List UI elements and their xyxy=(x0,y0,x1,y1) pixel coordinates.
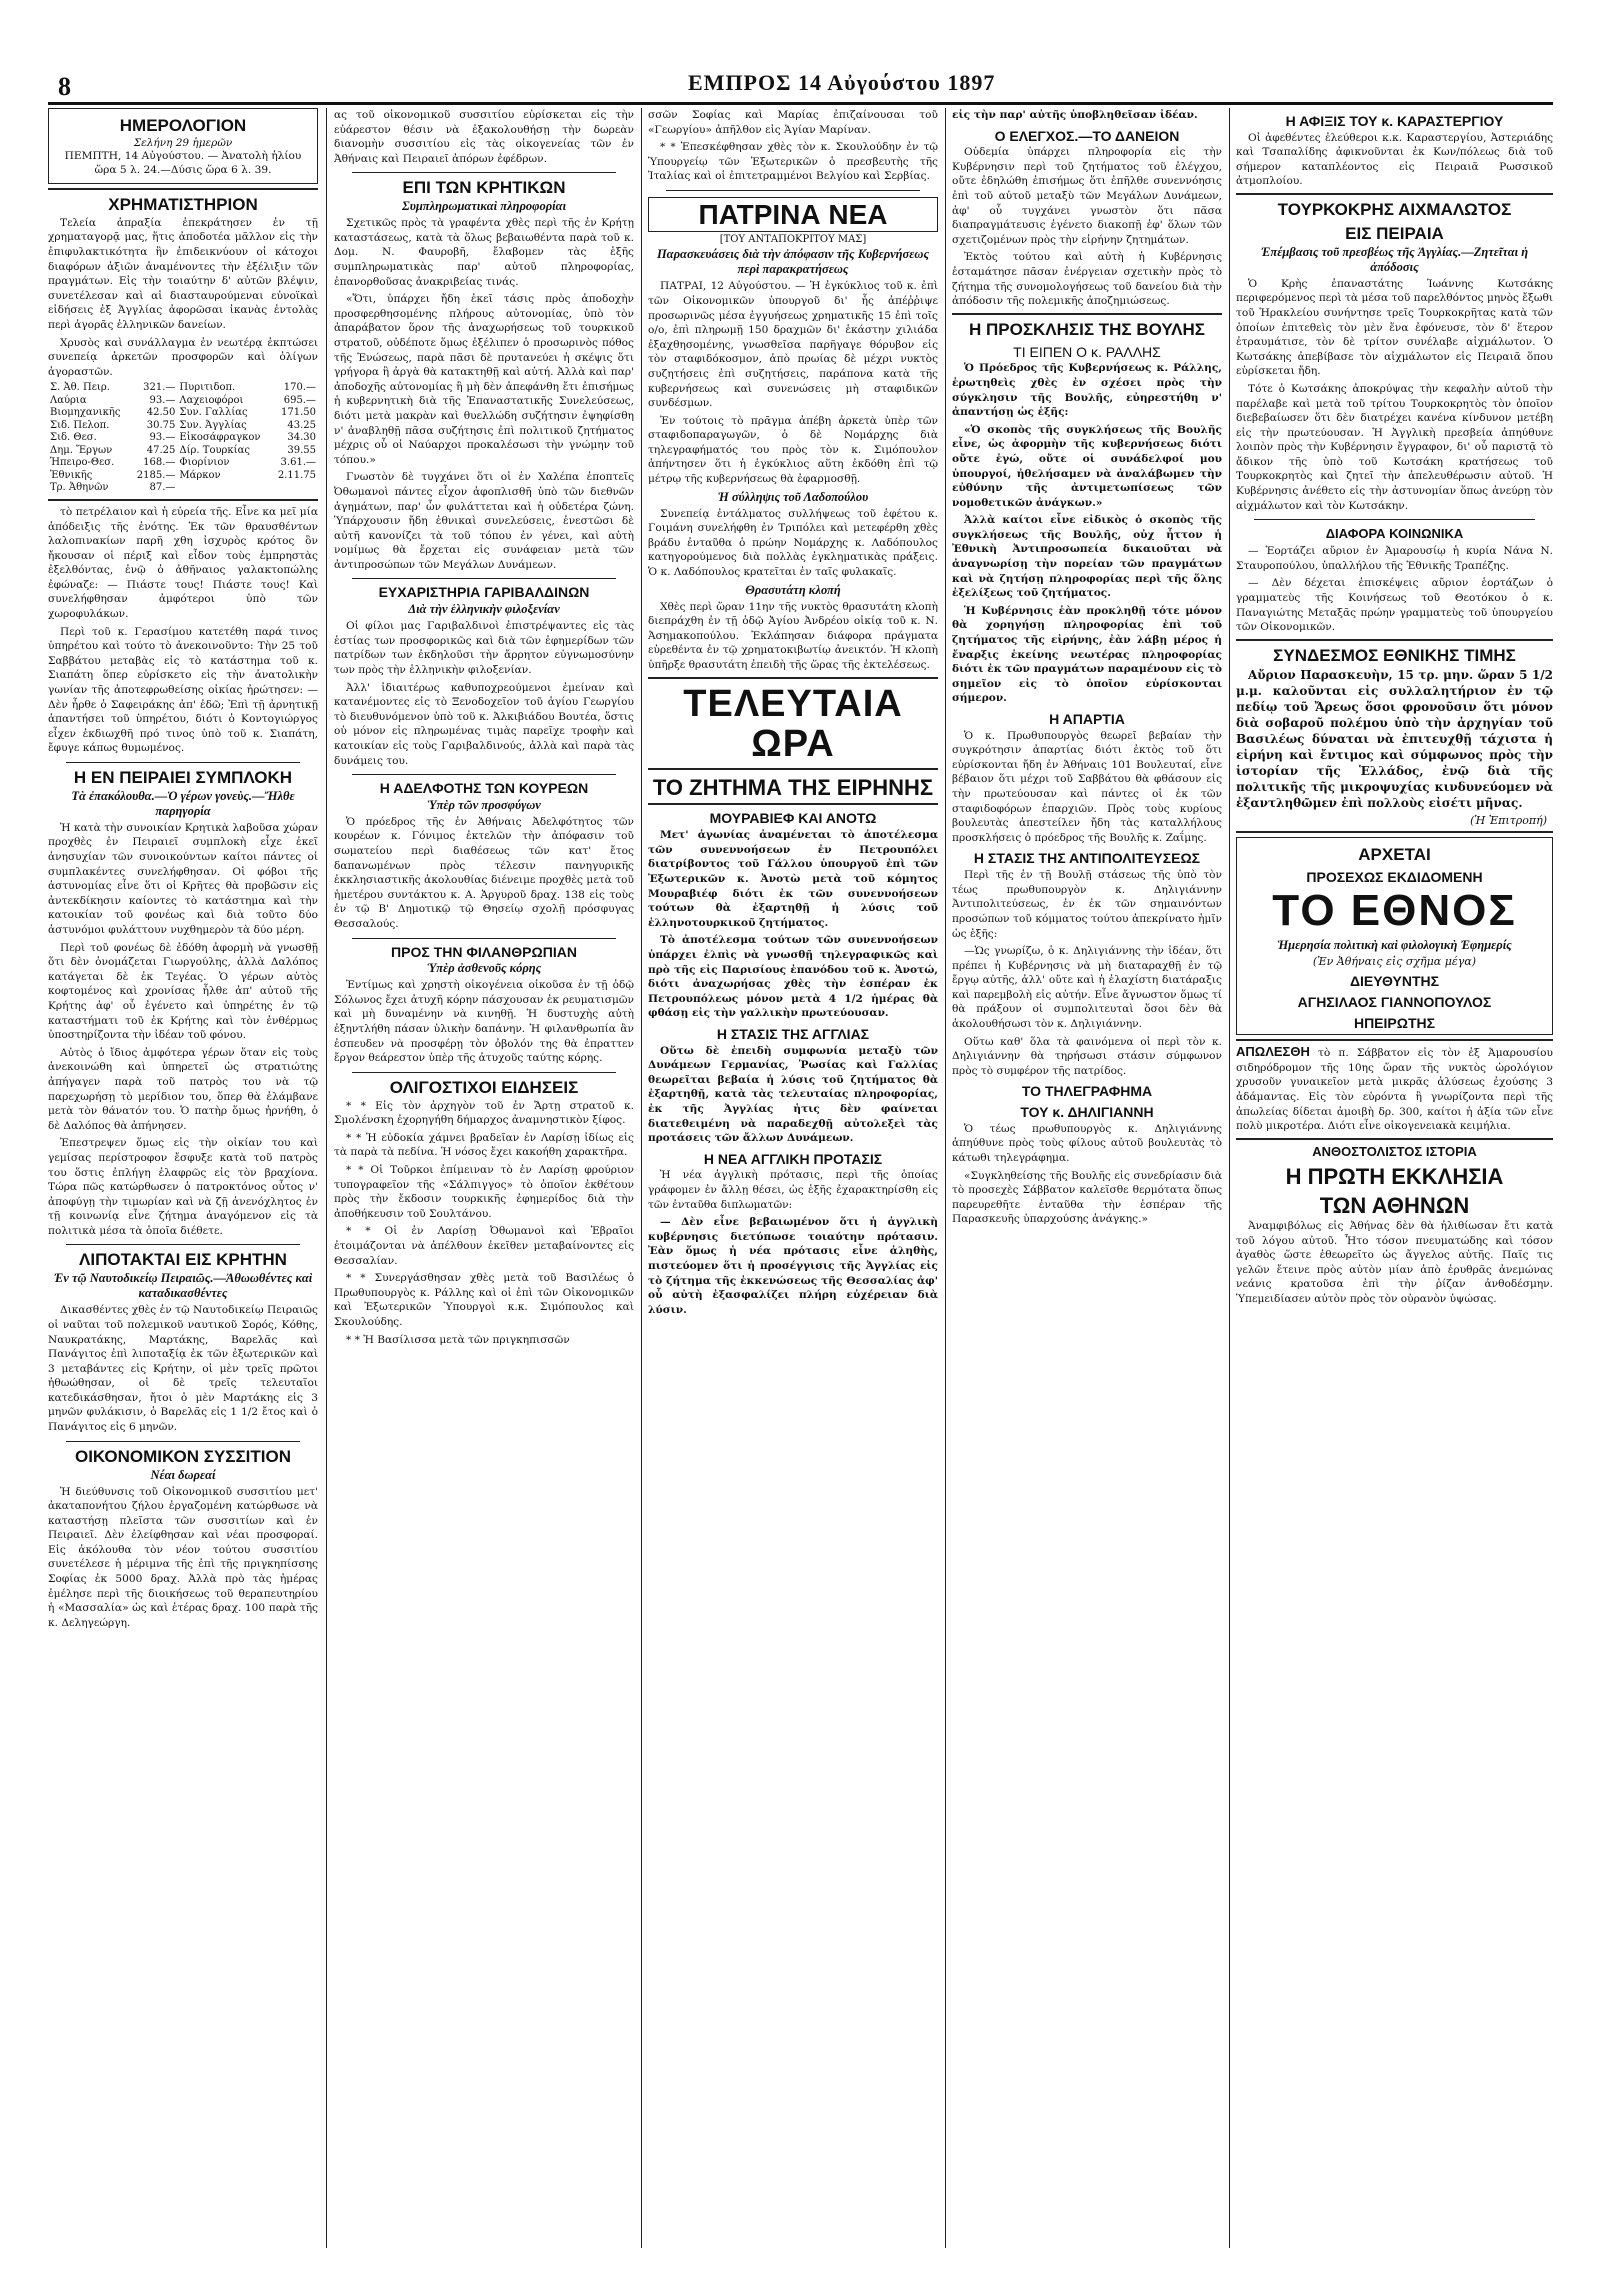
headline: Η ΝΕΑ ΑΓΓΛΙΚΗ ΠΡΟΤΑΣΙΣ xyxy=(703,1150,883,1167)
security-name: Δημ. Ἔργων xyxy=(50,444,113,456)
article-text: Ὁ Κρὴς ἐπαναστάτης Ἰωάννης Κωτσάκης περιφερόμενος περὶ τὰ μέσα τοῦ παρελθόντος μηνὸς ἔξωθι τοῦ Ἡρακλείου συνήντησε τρεῖς Τουρκοκρῆτας κατὰ τῶν ὁποίων ἐπιτεθεὶς τὸν μὲν ἕνα ἐφόνευσε, τὸν δ' ἕτερον ἐτραυμάτισε, τὸν δὲ τρίτον συνέλαβε αἰχμάλωτον. Ὁ Κωτσάκης ἀπεβίβασε τὸν αἰχμάλωτον εἰς Πειραιᾶ ὅπου εὑρίσκεται ἤδη. xyxy=(1236,277,1553,378)
lost-lead: ΑΠΩΛΕΣΘΗ xyxy=(1236,1044,1310,1060)
page-number: 8 xyxy=(58,72,71,101)
security-price: 3.61.— xyxy=(280,457,316,469)
divider xyxy=(648,803,938,805)
article-text: Ὁ κ. Πρωθυπουργὸς θεωρεῖ βεβαίαν τὴν συγκρότησιν ἀπαρτίας διότι ἐκτὸς τοῦ ὅτι εὑρίσκονται ἤδη ἐν Ἀθήναις 101 Βουλευταί, εἶνε βέβαιον ὅτι μέχρι τοῦ Σαββάτου θὰ φθάσουν εἰς τὴν πρωτεύουσαν καὶ πάντες οἱ ἐκ τῶν σταφιδοφόρων ἐπαρχιῶν. Πρὸς τοὺς κυρίους βουλευτὰς ἀπεστείλεν ἤδη τὰς καταλλήλους προσκλήσεις ὁ πρόεδρος τῆς Βουλῆς κ. Ζαΐμης. xyxy=(952,729,1222,844)
divider xyxy=(952,313,1222,315)
security-name: Μάρκον xyxy=(179,469,221,481)
headline: Η ΑΦΙΞΙΣ ΤΟΥ κ. ΚΑΡΑΣΤΕΡΓΙΟΥ xyxy=(1285,113,1504,129)
price-row xyxy=(48,470,318,483)
headline: ΕΙΣ ΠΕΙΡΑΙΑ xyxy=(1345,223,1444,243)
subheadline: Ἡ σύλληψις τοῦ Λαδοπούλου xyxy=(717,489,869,504)
divider xyxy=(1236,639,1553,641)
article-text: Ἀναμφιβόλως εἰς Ἀθήνας δὲν θὰ ἠλιθίωσαν ἔτι κατὰ τοῦ λόγου αὐτοῦ. Ἦτο τόσον πνευματώδης καὶ τόσον ἀγαθὸς ὥστε ἐθεωρεῖτο ὡς ἄγγελος αὐτῆς. Παῖς τις γελῶν ἔτεινε πρὸς αὐτὸν μίαν ἀπὸ ἐρυθρᾶς ἀνεμώνας νεάνις κρατοῦσα ἐπὶ τὴν ῥίζαν ἀνθοδέσμην. Ὑπεμειδίασεν αὐτὸν πρὸς τὸν οὐρανὸν ὑψώσας. xyxy=(1236,1220,1553,1305)
headline: ΤΟ ΤΗΛΕΓΡΑΦΗΜΑ xyxy=(1021,1083,1153,1100)
security-price: 93.— xyxy=(149,394,176,406)
headline: Η ΣΤΑΣΙΣ ΤΗΣ ΑΝΤΙΠΟΛΙΤΕΥΣΕΩΣ xyxy=(973,850,1201,867)
headline: ΟΛΙΓΟΣΤΙΧΟΙ ΕΙΔΗΣΕΙΣ xyxy=(389,1077,579,1097)
headline: ΔΙΑΦΟΡΑ ΚΟΙΝΩΝΙΚΑ xyxy=(1325,526,1464,542)
security-price: 42.50 xyxy=(146,407,176,419)
market-title: ΧΡΗΜΑΤΙΣΤΗΡΙΟΝ xyxy=(108,195,258,215)
subheadline: Ὑπὲρ τῶν προσφύγων xyxy=(427,797,541,812)
brief-item: * * Συνεργάσθησαν χθὲς μετὰ τοῦ Βασιλέως ὁ Πρωθυπουργὸς κ. Ράλλης καὶ οἱ ἐπὶ τῶν Οἰκονομικῶν καὶ Ἐξωτερικῶν Ὑπουργοὶ κ.κ. Σιμόπουλος καὶ Σκουλούδης. xyxy=(334,1272,634,1328)
headline: ΛΙΠΟΤΑΚΤΑΙ ΕΙΣ ΚΡΗΤΗΝ xyxy=(79,1250,287,1270)
article-text: Οἱ ἀφεθέντες ἐλεύθεροι κ.κ. Καραστεργίου, Ἀστεριάδης καὶ Τσαπαλίδης ἀφικνοῦνται ἐκ Κων/πόλεως διὰ τοῦ σήμερον καταπλέοντος εἰς Πειραιᾶ Ρωσσικοῦ ἀτμοπλοίου. xyxy=(1236,131,1553,188)
headline: ΕΥΧΑΡΙΣΤΗΡΙΑ ΓΑΡΙΒΑΛΔΙΝΩΝ xyxy=(378,584,590,601)
article-text: Περὶ τῆς ἐν τῇ Βουλῇ στάσεως τῆς ὑπὸ τὸν τέως πρωθυπουργὸν κ. Δηλιγιάννην Ἀντιπολιτεύσεως, ἐν ἐκ τῶν σημαινόντων προσώπων τοῦ κόμματος τούτου ἀπεκρίνατο ἡμῖν ὡς ἑξῆς: xyxy=(952,869,1222,940)
article-text: Οὐδεμία ὑπάρχει πληροφορία εἰς τὴν Κυβέρνησιν περὶ τοῦ ζητήματος τοῦ ἐλέγχου, οὔτε ἐδηλώθη ἐπισήμως ὅτι ἐπῆλθε συνεννόησις ἐπὶ τοῦ αὐτοῦ μεταξὺ τῶν Μεγάλων Δυνάμεων, ἀφ' οὗ τυγχάνει γνωστὸν ὅτι πᾶσα διαπραγμάτευσις ἐγένετο διακοπῇ ἐφ' ὅλων τῶν σχετιζομένων πρὸς τὴν εἰρήνην ζητημάτων. xyxy=(952,146,1222,246)
headline: ΣΥΝΔΕΣΜΟΣ ΕΘΝΙΚΗΣ ΤΙΜΗΣ xyxy=(1273,645,1516,665)
security-name: Σιδ. Πελοπ. xyxy=(50,419,110,431)
column-1 xyxy=(48,108,318,2248)
masthead: ΕΜΠΡΟΣ 14 Αὐγούστου 1897 xyxy=(688,70,996,95)
ad-line: ΠΡΟΣΕΧΩΣ ΕΚΔΙΔΟΜΕΝΗ xyxy=(1306,868,1483,885)
column-2 xyxy=(334,108,634,2248)
divider xyxy=(1236,193,1553,195)
brief-item: * * Οἱ Τοῦρκοι ἐπίμειναν τὸ ἐν Λαρίσῃ φρούριον τυπογραφεῖον τῆς «Σάλπιγγος» τὸ ὁποῖον ἐκθέτουν πρὸς τὴν ἔκδοσιν τουρκικῆς ἐφημερίδος διὰ τὴν ἀποθήκευσιν τοῦ Σουλτάνου. xyxy=(334,1164,634,1220)
security-price: 168.— xyxy=(143,457,176,469)
subheadline: ΤΙ ΕΙΠΕΝ Ο κ. ΡΑΛΛΗΣ xyxy=(1013,343,1161,360)
lost-notice xyxy=(1236,1045,1553,1134)
divider xyxy=(352,1072,616,1073)
article-text: Ἡ διεύθυνσις τοῦ Οἰκονομικοῦ συσσιτίου μετ' ἀκαταπονήτου ζήλου ἐργαζομένη κατώρθωσε νὰ καταστήσῃ πλεῖστα τῶν συσσιτίων καὶ ἐν Πειραιεῖ. Δὲν ἐλείφθησαν καὶ νέαι προσφοραί. Εἰς ἀκόλουθα τὸν νέον τούτου συσσιτίου συνετέλεσε ἡ μέριμνα τῆς ἐπὶ τῆς πριγκηπίσσης Σοφίας ἐκ 5000 δραχ. Ἀλλὰ πρὸ τὰς ἡμέρας ἐμέλησε περὶ τῆς διοικήσεως τοῦ θεραπευτηρίου ἡ «Μασσαλία» ὡς καὶ ἑτέρας δραχ. 100 παρὰ τῆς κ. Δεληγεώργη. xyxy=(48,1485,318,1629)
column-4 xyxy=(952,108,1222,2248)
article-text: Τὸ ἀποτέλεσμα τούτων τῶν συνεννοήσεων ὑπάρχει ἐλπὶς νὰ γνωσθῇ τηλεγραφικῶς καὶ πρὸ τῆς εἰς Παρισίους ἐπανόδου τοῦ κ. Ἀνοτώ, διότι ἀναχωρήσας χθὲς τὴν ἑσπέραν ἐκ Πετρουπόλεως μόνον μετὰ 4 1/2 ἡμέρας θὰ φθάσῃ εἰς τὴν γαλλικὴν πρωτεύουσαν. xyxy=(648,934,938,1020)
divider xyxy=(352,774,616,775)
divider xyxy=(666,190,920,191)
security-name: Λαύρια xyxy=(50,394,87,406)
article-text: τὸ πετρέλαιον καὶ ἡ εὐρεία τῆς. Εἶνε κα μεῖ μία ἀπόδειξις τῆς ἑνότης. Ἐκ τῶν θραυσθέντων λαλοπινακίων παρῆ χθη ἰσχυρὸς κρότος ὃν ἤκουσαν οἱ πέριξ καὶ εἶδον τοὺς ἐμπρηστὰς ἐξελθόντας, ἐνῷ ὁ ἀθῆναιος γαλακτοπώλης ἐφώναζε: — Πιάστε τους! Πιάστε τους! Καὶ συνελήφθησαν ἀμφότεροι ὑπὸ τῶν χωροφυλάκων. xyxy=(48,505,318,621)
moon-phase: Σελήνη 29 ἡμερῶν xyxy=(133,136,233,149)
headline: Η ΠΡΟΣΚΛΗΣΙΣ ΤΗΣ ΒΟΥΛΗΣ xyxy=(968,319,1205,339)
ad-line: ΔΙΕΥΘΥΝΤΗΣ xyxy=(1349,973,1440,990)
divider xyxy=(66,1244,300,1245)
article-text: Ἐν τούτοις τὸ πρᾶγμα ἀπέβη ἀρκετὰ ὑπὲρ τῶν σταφιδοπαραγωγῶν, ὁ δὲ Νομάρχης διὰ τηλεγραφήματός του πρὸς τὸν κ. Σιμόπουλον ἀπήντησεν ὅτι ἡ ἐγκύκλιος αὕτη ἐκδόθη ἐπὶ τῷ μέτρῳ τῆς κυβερνήσεως θὰ ἐφαρμοσθῇ. xyxy=(648,414,938,486)
headline: ΤΟΥΡΚΟΚΡΗΣ ΑΙΧΜΑΛΩΤΟΣ xyxy=(1277,200,1512,220)
security-name: Σιδ. Θεσ. xyxy=(50,432,97,444)
security-name: Τρ. Ἀθηνῶν xyxy=(50,482,109,494)
price-row xyxy=(48,420,318,433)
article-text: Αὐτὸς ὁ ἴδιος ἀμφότερα γέρων ὅταν εἰς τοὺς ἀνεκοινώθη καὶ ὑπηρετεῖ ὡς στρατιώτης ἀπήγαγεν παρὰ τοῦ πατρὸς του νὰ τῷ παρεχωρήσῃ τὸ μερίδιον του, ὅπερ θὰ ἐλάμβανε μετὰ τὸν θάνατόν του. Ὁ πατὴρ ὅμως ἠρνήθη, ὁ δὲ Δαλόπος θὰ ἀπήνησεν. xyxy=(48,1046,318,1132)
security-name: Ἐθνικῆς xyxy=(50,469,93,481)
calendar-box xyxy=(48,108,318,184)
divider xyxy=(352,172,616,173)
security-price: 39.55 xyxy=(287,444,316,456)
divider xyxy=(1236,1039,1553,1041)
article-text: — Ἑορτάζει αὔριον ἐν Ἀμαρουσίῳ ἡ κυρία Νάνα Ν. Σταυροπούλου, ὑπαλλήλου τῆς Ἐθνικῆς Τραπέζης. xyxy=(1236,545,1553,572)
security-price: 321.— xyxy=(143,382,176,394)
divider xyxy=(48,188,318,190)
headline: ΠΡΟΣ ΤΗΝ ΦΙΛΑΝΘΡΩΠΙΑΝ xyxy=(391,943,577,960)
article-text: Ἀλλὰ καίτοι εἶνε εἰδικὸς ὁ σκοπὸς τῆς συγκλήσεως τῆς Βουλῆς, οὐχ ἧττον ἡ Ἐθνικὴ Ἀντιπροσωπεία δικαιοῦται νὰ ἀναγνωρίσῃ τὴν πορείαν τῶν πραγμάτων καὶ νὰ ζητήσῃ πληροφορίας περὶ τῆς ὅλης ἐξελίξεως τοῦ ζητήματος. xyxy=(952,514,1222,600)
headline: Η ΑΔΕΛΦΟΤΗΣ ΤΩΝ ΚΟΥΡΕΩΝ xyxy=(379,780,589,797)
security-price: 171.50 xyxy=(281,407,316,419)
article-text: — Δὲν δέχεται ἐπισκέψεις αὔριον ἑορτάζων ὁ γραμματεὺς τῆς Κοινήσεως τοῦ Θεοτόκου ὁ κ. Παναγιώτης Μεταξᾶς πρώην γραμματεὺς τοῦ ὑπουργείου τῶν Οἰκονομικῶν. xyxy=(1236,577,1553,634)
security-price: 2.11.75 xyxy=(277,469,316,481)
column-rule xyxy=(641,108,642,2248)
article-text: Γνωστὸν δὲ τυγχάνει ὅτι οἱ ἐν Χαλέπα ἐποπτεῖς Ὀθωμανοὶ πάντες εἶχον ἀφοπλισθῆ ὑπὸ τῶν διεθνῶν ἀγημάτων, παρ' ὧν φυλάττεται καὶ ἡ οὐδετέρα ζώνη. Ὑπάρχουσιν ἤδη ἐθνικαὶ συνελεύσεις, ἐνεστῶσι δὲ αὐτῆ κανονίζει τὰ τοῦ τόπου ἐν γένει, καὶ αὐτὴ νομίμως θὰ ἔρχεται εἰς συνάφειαν μετὰ τῶν ἀντιπροσώπων τῶν Μεγάλων Δυνάμεων. xyxy=(334,471,634,571)
column-5 xyxy=(1236,108,1553,2248)
brief-item: * * Ἡ εὐδοκία χάμνει βραδεῖαν ἐν Λαρίσῃ ἰδίως εἰς τὰ παρὰ τὰ πεδίνα. Ἡ νόσος ἔχει κακοήθη χαρακτῆρα. xyxy=(334,1131,634,1159)
article-text: Ἡ νέα ἀγγλικὴ πρότασις, περὶ τῆς ὁποίας γράφομεν ἐν ἄλλῃ θέσει, ὡς ἑξῆς ἐχαρακτηρίσθη εἰς τῶν ἐνταῦθα διπλωματῶν: xyxy=(648,1169,938,1211)
divider xyxy=(352,578,616,579)
security-name: Ἠπειρο-Θεσ. xyxy=(50,457,115,469)
divider xyxy=(66,762,300,763)
ad-title: ΤΟ ΕΘΝΟΣ xyxy=(1272,886,1517,936)
security-name: Φιορίνιον xyxy=(179,457,230,469)
headline: Η ΣΤΑΣΙΣ ΤΗΣ ΑΓΓΛΙΑΣ xyxy=(716,1025,870,1042)
security-price: 34.30 xyxy=(287,432,316,444)
article-text: Ἐντίμως καὶ χρηστὴ οἰκογένεια οἰκοῦσα ἐν τῇ ὁδῷ Σόλωνος ἔχει ἀτυχῆ κόρην πάσχουσαν ἐκ ρευματισμῶν καὶ μὴ δυναμένην νὰ κινηθῇ. Ἡ δυστυχὴς αὐτὴ ἐξηντλήθη πάσαν ὑλικὴν δαπάνην. Ἡ φιλανθρωπία ἂν ἐσπευδεν νὰ προσφέρῃ τὸν ὀβολόν της θὰ ἐπραττεν ἔργον θεάρεστον ὑπὲρ τῆς ἀτυχοῦς ταύτης κόρης. xyxy=(334,979,634,1065)
headline-big: ΤΕΛΕΥΤΑΙΑ ΩΡΑ xyxy=(683,682,903,765)
article-text: —Ὡς γνωρίζω, ὁ κ. Δηλιγιάννης τὴν ἰδέαν, ὅτι πρέπει ἡ Κυβέρνησις νὰ μὴ διαταραχθῇ ἐν τῷ ἔργῳ αὐτῆς, ἀλλ' οὔτε καὶ ἡ ἐλαχίστη διατάραξις καὶ παρεμβολὴ εἰς αὐτήν. Εἶνε ἄγνωστον ὅμως τί θὰ πράξουν οἱ συμπολιτευταὶ ὅσοι δὲν θὰ ἀκολουθήσωσι τὸν κ. Δηλιγιάννην. xyxy=(952,945,1222,1031)
subheadline: Παρασκευάσεις διὰ τὴν ἀπόφασιν τῆς Κυβερνήσεως περὶ παρακρατήσεως xyxy=(656,247,930,277)
security-price: 30.75 xyxy=(146,419,176,431)
subheadline: Διὰ τὴν ἑλληνικὴν φιλοξενίαν xyxy=(408,602,560,617)
divider xyxy=(48,499,318,501)
signature: (Ἡ Ἐπιτροπή) xyxy=(1470,813,1547,827)
security-name: Συν. Γαλλίας xyxy=(179,407,248,419)
page-header xyxy=(48,68,1553,105)
price-row xyxy=(48,457,318,470)
subheadline: ΜΟΥΡΑΒΙΕΦ ΚΑΙ ΑΝΟΤΩ xyxy=(709,810,877,827)
headline: ΤΩΝ ΑΘΗΝΩΝ xyxy=(1319,1192,1470,1218)
subheadline: Ὑπὲρ ἀσθενοῦς κόρης xyxy=(426,961,542,976)
lost-text: τὸ π. Σάββατον εἰς τὸν ἐξ Ἀμαρουσίου σιδηρόδρομον τῆς 10ης ὥραν τῆς νυκτὸς ὡρολόγιον χρυσοῦν γυναικεῖον μετὰ μικρᾶς ἁλύσεως ἐχούσης 3 ἀδάμαντας. Εἰς τὸν εὑρόντα ἢ γνωρίζοντα περὶ τῆς ἀπωλείας δίδεται ἀμοιβὴ δρ. 300, καίτοι ἡ ἀξία τῶν εἶνε πολὺ μικροτέρα. Διότι εἶνε οἰκογενειακὰ κειμήλια. xyxy=(1236,1047,1553,1133)
column-rule xyxy=(326,108,327,2248)
subheadline: Συμπληρωματικαὶ πληροφορίαι xyxy=(401,199,567,214)
headline: Η ΑΠΑΡΤΙΑ xyxy=(1049,711,1125,727)
article-text: ΠΑΤΡΑΙ, 12 Αὐγούστου. — Ἡ ἐγκύκλιος τοῦ κ. ἐπὶ τῶν Οἰκονομικῶν ὑπουργοῦ δι' ἧς ἀπέῤῥιψε προσωρινῶς μέσα ἐγγυήσεως χρηματικῆς 15 ἐπὶ τοῖς ο/ο, ἐπὶ πληρωμῇ 150 δραχμῶν δι' ἑκάστην χιλιάδα ἐξαχθησομένης, γνωσθεῖσα παρῆγαγε θόρυβον εἰς τὸν σταφιδόκοσμον, ἀπὸ πρωίας δὲ μέχρι νυκτὸς συζητήσεις ἐπὶ συζητήσεις, παράπονα κατὰ τῆς κυβερνήσεως καὶ συνενώσεις μὴ σταφιδικῶν συνδέσμων. xyxy=(648,280,938,410)
article-text: Ὁ τέως πρωθυπουργὸς κ. Δηλιγιάννης ἀπηύθυνε πρὸς τοὺς φίλους αὐτοῦ βουλευτὰς τὸ κάτωθι τηλεγράφημα. xyxy=(952,1122,1222,1164)
divider xyxy=(1236,831,1553,833)
price-row xyxy=(48,482,318,495)
article-text: Ἐπεστρεψεν ὅμως εἰς τὴν οἰκίαν του καὶ γεμίσας περίστροφον ἔσφυξε κατὰ τοῦ πατρὸς του ὅστις ἐπλήγη ἐλαφρῶς εἰς τὸν βραχίονα. Τώρα πῶς κατώρθωσεν ὁ πατροκτόνος οὗτος ν' ἀποφύγῃ τὴν τιμωρίαν καὶ νὰ ζῇ ἀνενόχλητος ἐν τῇ κοινωνίᾳ εἶνε ζήτημα ἀναγόμενον εἰς τὰ πολιτικὰ μέσα τὰ ὁποῖα διέθετε. xyxy=(48,1137,318,1237)
article-text: Ἀλλ' ἰδιαιτέρως καθυποχρεούμενοι ἐμείναν καὶ κατανέμοντες εἰς τὸ Ξενοδοχεῖον τοῦ ἁγίου Γεωργίου τὸ διευθυνόμενον ὑπὸ τοῦ κ. Ἀλκιβιάδου Βουτέα, ὅστις οὐ μόνον εἰς πληρωμένας τιμὰς παρεῖχε τροφὴν καὶ κατοικίαν εἰς τοὺς Γαριβαλδινούς, ἀλλὰ καὶ παρὰ τὰς δυνάμεις του. xyxy=(334,681,634,767)
article-text: Ἡ Κυβέρνησις ἐὰν προκληθῇ τότε μόνον θὰ χορηγήσῃ πληροφορίας ἐπὶ τοῦ ζητήματος τῆς εἰρήνης, ἐὰν λάβῃ μέρος ἡ ἔναρξις ἐκείνης νεωτέρας πληροφορίας διότι ἐκ τῶν πραγμάτων παραμένουν εἰς τὸ σημεῖον εἰς τὸ ὁποῖον εὑρίσκονται σήμερον. xyxy=(952,604,1222,705)
article-text: ας τοῦ οἰκονομικοῦ συσσιτίου εὑρίσκεται εἰς τὴν εὐάρεστον θέσιν νὰ ἐξακολουθήσῃ τὴν δωρεὰν διανομὴν συσσιτίου εἰς τὰς οἰκογενείας τῶν ἐν Ἀθήναις καὶ Πειραιεῖ ἀπόρων ἐφέδρων. xyxy=(334,109,634,165)
headline: ΤΟ ΖΗΤΗΜΑ ΤΗΣ ΕΙΡΗΝΗΣ xyxy=(652,775,934,801)
headline: Η ΕΝ ΠΕΙΡΑΙΕΙ ΣΥΜΠΛΟΚΗ xyxy=(73,768,293,787)
article-text: Ὁ πρόεδρος τῆς ἐν Ἀθήναις Ἀδελφότητος τῶν κουρέων κ. Γόνιμος ἐκτελῶν τὴν ἀπόφασιν τοῦ σωματείου περὶ διαθέσεως τῶν κατ' ἔτος δαπανωμένων πρὸς τέλεσιν πανηγυρικῆς ἐκκλησιαστικῆς ἀκολουθίας διένειμε προχθὲς μετὰ τοῦ ἡμετέρου συντάκτου κ. Α. Ἀργυροῦ δραχ. 138 εἰς τοὺς ἐν τῷ Β' Δημοτικῷ τῷ Θησείῳ σχολῇ πρόσφυγας Θεσσαλούς. xyxy=(334,815,634,930)
article-text: Συνεπείᾳ ἐντάλματος συλλήψεως τοῦ ἐφέτου κ. Γοιμάνη συνελήφθη ἐν Τριπόλει καὶ μετεφέρθη χθὲς βράδυ ἐνταῦθα ὁ πρώην Νομάρχης κ. Λαδόπουλος κατηγορούμενος διὰ πολλὰς ἐγκληματικὰς πράξεις. Ὁ κ. Λαδόπουλος κρατεῖται ἐν ταῖς φυλακαῖς. xyxy=(648,507,938,579)
column-3 xyxy=(648,108,938,2248)
market-text: Τελεία ἀπραξία ἐπεκράτησεν ἐν τῇ χρηματαγορᾷ μας, ἥτις ἀποδοτέα μᾶλλον εἰς τὴν ἐπιφυλακτικότητα ἣν ἐπιδεικνύουν οἱ κάτοχοι διαφόρων ἀξιῶν ἀναμένοντες τὴν ἐξέλιξιν τῶν πραγμάτων. Εἰς τὴν τοιαύτην δ' αὐτῶν βλέψιν, συνετέλεσαν καὶ αἱ διασταυρούμεναι εὐνοϊκαὶ εἰδήσεις ἐξ Ἀγγλίας ἀφορῶσαι ἱκανὰς ἐντολὰς περὶ ἀγορᾶς ἑλληνικῶν δανείων. xyxy=(48,216,318,332)
article-text: Οὕτω δὲ ἐπειδὴ συμφωνία μεταξὺ τῶν Δυνάμεων Γερμανίας, Ῥωσίας καὶ Γαλλίας θεωρεῖται βεβαία ἡ λύσις τοῦ ζητήματος θὰ ἐξαρτηθῇ, κατὰ τὰς τελευταίας πληροφορίας, ἐκ τῆς Ἀγγλίας ἡτις δὲν φαίνεται διατεθειμένη νὰ παραδεχθῇ αὐτολεξεὶ τὰς προτάσεις τῶν ἄλλων Δυνάμεων. xyxy=(648,1044,938,1145)
article-text: Αὔριον Παρασκευὴν, 15 τρ. μην. ὥραν 5 1/2 μ.μ. καλοῦνται εἰς συλλαλητήριον ἐν τῷ πεδίῳ τοῦ Ἄρεως ὅσοι φρονοῦσιν ὅτι μόνον διὰ σοβαροῦ πολέμου ὑπὸ τὴν ἀρχηγίαν τοῦ Βασιλέως δύναται νὰ ἐπιτευχθῇ τάχιστα ἡ εἰρήνη καὶ ἔντιμος καὶ σύμφωνος πρὸς τὴν ἱστορίαν τῆς Ἑλλάδος, ἐνῷ διὰ τῆς πολιτικῆς τῆς μικροψυχίας κινδυνεύομεν νὰ ἐξαντληθῶμεν ἐπὶ πολλοὺς εἰσέτι μῆνας. xyxy=(1236,667,1553,810)
article-text: Ὁ Πρόεδρος τῆς Κυβερνήσεως κ. Ράλλης, ἐρωτηθεὶς χθὲς ἐν σχέσει πρὸς τὴν σύγκλησιν τῆς Βουλῆς, εὐηρεστήθη ν' ἀπαντήσῃ ὡς ἑξῆς: xyxy=(952,362,1222,419)
byline: [ΤΟΥ ΑΝΤΑΠΟΚΡΙΤΟΥ ΜΑΣ] xyxy=(719,234,867,246)
ethnos-ad xyxy=(1236,837,1553,1036)
divider xyxy=(648,768,938,770)
kicker: ΑΝΘΟΣΤΟΛΙΣΤΟΣ ΙΣΤΟΡΙΑ xyxy=(1312,1143,1477,1159)
article-text: Ἐκτὸς τούτου καὶ αὐτὴ ἡ Κυβέρνησις ἐσταμάτησε πᾶσαν ἐνέργειαν σχετικὴν πρὸς τὸ ζήτημα τῆς συνομολογήσεως τοῦ δανείου διὰ τὴν ἀπόδοσιν τῆς πολεμικῆς ἀποζημιώσεως. xyxy=(952,251,1222,308)
ad-line: ΗΠΕΙΡΩΤΗΣ xyxy=(1353,1014,1436,1031)
brief-item: * * Ἡ Βασίλισσα μετὰ τῶν πριγκηπισσῶν xyxy=(346,1333,570,1346)
divider xyxy=(352,938,616,939)
security-price: 43.25 xyxy=(287,419,316,431)
divider xyxy=(66,1441,300,1442)
price-row xyxy=(48,407,318,420)
security-price: 47.25 xyxy=(146,444,176,456)
security-name: Συν. Ἀγγλίας xyxy=(179,419,247,431)
brief-item: * * Εἰς τὸν ἀρχηγὸν τοῦ ἐν Ἄρτῃ στρατοῦ κ. Σμολένσκη ἐχορηγήθη δήμαρχος ἀναμνηστικὸν ξίφος. xyxy=(334,1099,634,1127)
article-text: εἰς τὴν παρ' αὐτῆς ὑποβληθεῖσαν ἰδέαν. xyxy=(952,109,1198,121)
divider xyxy=(648,677,938,679)
article-text: Δικασθέντες χθὲς ἐν τῷ Ναυτοδικείῳ Πειραιῶς οἱ ναῦται τοῦ πολεμικοῦ ναυτικοῦ Σορός, Κόθης, Ναυκρατάκης, Μαρτάκης, Βαρελᾶς καὶ Πανάγιτος ἐπὶ λιποταξίᾳ ἐκ τῶν ἐξωτερικῶν καὶ 3 μεταβάντες εἰς Κρήτην, οἱ μὲν τρεῖς πρῶτοι ἠθωώθησαν, οἱ δὲ τρεῖς τελευταῖοι κατεδικάσθησαν, ἤτοι ὁ μὲν Μαρτάκης εἰς 3 μηνῶν φυλάκισιν, ὁ Βαρελᾶς εἰς 1 1/2 ἔτος καὶ ὁ Πανάγιτος εἰς 6 μηνῶν. xyxy=(48,1304,318,1434)
security-name: Πυριτιδοπ. xyxy=(179,382,236,394)
security-name: Βιομηχανικῆς xyxy=(50,407,121,419)
article-text: Περὶ τοῦ φονέως δὲ ἐδόθη ἀφορμὴ νὰ γνωσθῇ ὅτι δὲν ὀνομάζεται Γιωργούλης, ἀλλὰ Δαλόπος κατάγεται δὲ ἐκ Τεγέας. Ὁ γέρων αὐτὸς κοφτομένος καὶ χρονίσας ἦλθε ἀπ' αὐτοῦ τῆς Κρήτης ἀφ' οὗ ἐγένετο καὶ ὑπηρέτης ἐν τῷ καταστήματι τοῦ ἐκ Κρήτης καὶ τὸν ἐνθέρμως ὑποστηρίζοντα τὴν ἰδέαν τοῦ φόνου. xyxy=(48,941,318,1042)
security-name xyxy=(177,482,271,495)
article-text: «Ὅτι, ὑπάρχει ἤδη ἐκεῖ τάσις πρὸς ἀποδοχὴν προσφερθησομένης πλήρους αὐτονομίας, ὑπὸ τὸν ἀπαράβατον ὅρον τῆς ἀναχωρήσεως τοῦ τουρκικοῦ στρατοῦ, οὐδέποτε ὅμως ἐξέλιπεν ὁ προσωρινὸς πόθος τῆς Ἑνώσεως, παρὰ πᾶσι δὲ πρυτανεύει ἡ σκέψις ὅτι γρήγορα ἢ ἀργὰ θὰ κατακτηθῇ καὶ αὐτή. Ἀλλὰ καὶ παρ' ἀποδοχῆς αὐτονομίας ἢ μὴ δὲν ἀπεφάνθη ἔτι ἐπισήμως ἡ κυβερνητικὴ διὰ τῆς Ἐπαναστατικῆς Συνελεύσεως, διότι μετὰ μακρὰν καὶ θυελλώδη συζήτησιν ἐψηφίσθη ν' ἀναβληθῇ πᾶσα συζήτησις ἐπὶ πολιτικοῦ ζητήματος μέχρις οὗ οἱ Ναύαρχοι προκαλέσωσι τὴν γνώμην τοῦ τόπου.» xyxy=(334,293,634,466)
security-name: Δίρ. Τουρκίας xyxy=(179,444,250,456)
ad-line: ΑΡΧΕΤΑΙ xyxy=(1358,844,1431,864)
article-text: Σχετικῶς πρὸς τὰ γραφέντα χθὲς περὶ τῆς ἐν Κρήτῃ καταστάσεως, κατὰ τὰ ὅλως βεβαιωθέντα παρὰ τοῦ κ. Δομ. Ν. Φαυροβῆ, ἔλαβομεν τὰς ἑξῆς συμπληρωματικὰς παρ' αὐτοῦ πληροφορίας, ἐπανορθοῦσας ἀνακριβείας τινάς. xyxy=(334,217,634,288)
ad-line: (Ἐν Ἀθήναις εἰς σχῆμα μέγα) xyxy=(1312,955,1477,969)
security-name: Εἰκοσάφραγκον xyxy=(179,432,261,444)
subheadline: Ἐπέμβασις τοῦ πρεσβέως τῆς Ἀγγλίας.—Ζητεῖται ἡ ἀπόδοσις xyxy=(1260,244,1529,274)
calendar-date: ΠΕΜΠΤΗ, 14 Αὐγούστου. — Ἀνατολὴ ἡλίου ὥρα 5 λ. 24.—Δύσις ὥρα 6 λ. 39. xyxy=(64,149,302,177)
article-text: σσῶν Σοφίας καὶ Μαρίας ἐπιζαίνουσαι τοῦ «Γεωργίου» ἀπῆλθον εἰς Ἁγίαν Μαρίναν. xyxy=(648,109,938,136)
security-price: 87.— xyxy=(149,482,176,494)
security-name: Σ. Ἀθ. Πειρ. xyxy=(50,382,110,394)
calendar-title: ΗΜΕΡΟΛΟΓΙΟΝ xyxy=(119,116,247,135)
headline: ΠΑΤΡΙΝΑ ΝΕΑ xyxy=(648,197,938,232)
brief-item: * * Οἱ ἐν Λαρίσῃ Ὀθωμανοὶ καὶ Ἐβραῖοι ἐτοιμάζονται νὰ ἀπέλθουν ἐκεῖθεν μεταβαίνοντες εἰς Θεσσαλίαν. xyxy=(334,1225,634,1267)
headline: ΕΠΙ ΤΩΝ ΚΡΗΤΙΚΩΝ xyxy=(402,178,566,198)
article-text: Τότε ὁ Κωτσάκης ἀποκρύψας τὴν κεφαλὴν αὐτοῦ τὴν παρέλαβε καὶ μετὰ τοῦ τρίτου Τουρκοκρητὸς τὸν ὁποῖον διεβεβαίωσεν ὅτι δὲν διατρέχει κανένα κίνδυνον μετέβη εἰς τὴν πρωτεύουσαν. Ἡ Ἀγγλικὴ πρεσβεία ἀπηύθυνε λοιπὸν πρὸς τὴν Κυβέρνησιν ἔγγραφον, δι' οὗ παριστᾷ τὸ ἄδικον τῆς ὑπὸ τοῦ Κωτσάκη κρατήσεως τοῦ Τουρκοκρητὸς καὶ ζητεῖ τὴν ἀπελευθέρωσιν αὐτοῦ. Ἡ Κυβέρνησις ἀνέθετο εἰς τὴν ἀστυνομίαν ὅπως ἀνεύρῃ τὸν αἰχμάλωτον καὶ τὸν Κωτσάκην. xyxy=(1236,382,1553,512)
security-price xyxy=(271,482,318,495)
security-price: 2185.— xyxy=(136,469,176,481)
price-row xyxy=(48,445,318,458)
ad-line: Ἡμερησία πολιτικὴ καὶ φιλολογικὴ Ἐφημερίς xyxy=(1277,938,1512,953)
article-text: Περὶ τοῦ κ. Γερασίμου κατετέθη παρά τινος ὑπηρέτου καὶ τούτο τὸ ἀνεκοινοῦντο: Τὴν 25 τοῦ Σαββάτου μεταβὰς εἰς τὸ κατάστημα τοῦ κ. Σιαπάτη ὅπερ εὑρίσκετο εἰς τὴν ἀνατολικὴν γωνίαν τῆς ἀποτεφρωθείσης οἰκίας ἠρώτησεν: — Δὲν ἦρθε ὁ Σαφειράκης ἀπ' ἐδῶ; Ἐπὶ τῇ ἀρνητικῇ ἀπαντήσει τοῦ ὑπηρέτου, διότι ὁ Κοντογιώργος εἶχεν ἐκδιωχθῆ πρό τινος ὑπὸ τοῦ κ. Σιαπάτη, ἔφυγε κάπως θυμωμένος. xyxy=(48,625,318,755)
article-text: Ἡ κατὰ τὴν συνοικίαν Κρητικὰ λαβοῦσα χώραν προχθὲς ἐν Πειραιεῖ συμπλοκὴ εἶχε ἐκεῖ ἀνησυχίαν τῶν συνοικούντων καίτοι πάντες οἱ συμπλακέντες συνελήφθησαν. Οἱ φόβοι τῆς ἀστυνομίας εἶνε ὅτι οἱ Κρῆτες θὰ προβῶσιν εἰς ἀντεκδίκησιν καίοντες τὸ κατάστημα καὶ τὴν κατοικίαν τοῦ φονέως καὶ διὰ τοῦτο δύο ἀστυνόμοι φυλάττουν νυχθημερὸν τὰ δύο μέρη. xyxy=(48,821,318,936)
subheadline: Τὰ ἐπακόλουθα.—Ὁ γέρων γονεὺς.—Ἤλθε παρηγορία xyxy=(71,788,295,818)
subheadline: Νέαι δωρεαί xyxy=(150,1467,216,1482)
security-price: 695.— xyxy=(283,394,316,406)
security-name: Λαχειοφόροι xyxy=(179,394,244,406)
headline: ΤΟΥ κ. ΔΗΛΙΓΙΑΝΝΗ xyxy=(1020,1104,1154,1121)
headline: Ο ΕΛΕΓΧΟΣ.—ΤΟ ΔΑΝΕΙΟΝ xyxy=(994,127,1180,144)
subheadline: Ἐν τῷ Ναυτοδικείῳ Πειραιῶς.—Ἀθωωθέντες καὶ καταδικασθέντες xyxy=(53,1271,313,1301)
ad-line: ΑΓΗΣΙΛΑΟΣ ΓΙΑΝΝΟΠΟΥΛΟΣ xyxy=(1297,993,1492,1010)
article-text: Οὕτω καθ' ὅλα τὰ φαινόμενα οἱ περὶ τὸν κ. Δηλιγιάννην θὰ τηρήσωσι στάσιν σύμφωνον πρὸς τὸ συμφέρον τῆς πατρίδος. xyxy=(952,1035,1222,1077)
market-text: Χρυσὸς καὶ συνάλλαγμα ἐν νεωτέρᾳ ἐκπτώσει συνεπείᾳ ἀρκετῶν προσφορῶν καὶ ὀλίγων ἀγοραστῶν. xyxy=(48,336,318,378)
subheadline: Θρασυτάτη κλοπή xyxy=(745,582,841,597)
article-text: Οἱ φίλοι μας Γαριβαλδινοὶ ἐπιστρέψαντες εἰς τὰς ἑστίας των προσφορικῶς καὶ διὰ τῶν ἐφημερίδων τῶν πατρίδων των ἐκδηλοῦσι τὴν ἄρρητον εὐγνωμοσύνην των πρὸς τὴν ἑλληνικὴν φιλοξενίαν. xyxy=(334,620,634,676)
security-price: 93.— xyxy=(149,432,176,444)
divider xyxy=(1236,1138,1553,1140)
article-text: Χθὲς περὶ ὥραν 11ην τῆς νυκτὸς θρασυτάτη κλοπὴ διεπράχθη ἐν τῇ ὁδῷ Ἀγίου Ἀνδρέου οἰκίᾳ τοῦ κ. Ν. Ἀσημακοπούλου. Ἐκλάπησαν διάφορα πράγματα εὑρεθέντα ἐν τῷ χρηματοκιβωτίῳ ἀνεικτόν. Ἡ κλοπὴ ὑπῆρξε θρασυτάτη ἐπειδὴ τῆς ὥρας τῆς ἐκτελέσεως. xyxy=(648,600,938,672)
column-rule xyxy=(1229,108,1230,2248)
price-table xyxy=(48,382,318,495)
article-text: — Δὲν εἶνε βεβαιωμένον ὅτι ἡ ἀγγλικὴ κυβέρνησις διετύπωσε τοιαύτην πρότασιν. Ἐὰν ὅμως ἡ νέα πρότασις εἶνε ἀληθὴς, πιστεύομεν ὅτι ἡ προσέγγισις τῆς Ἀγγλίας εἰς τὸ ζήτημα τῆς ἐκκενώσεως τῆς Θεσσαλίας ἀφ' οὗ αὐτὴ ἐξασφαλίζει πλήρη εὐχέρειαν διὰ λύσιν. xyxy=(648,1216,938,1316)
newspaper-page xyxy=(48,68,1553,2254)
article-text: «Συγκληθείσης τῆς Βουλῆς εἰς συνεδρίασιν διὰ τὸ προσεχὲς Σάββατον καλεῖσθε θερμότατα ὅπως παρευρεθῆτε ἐνταῦθα τὴν ἑσπέραν τῆς Παρασκευῆς ὑπαρχούσης ἀνάγκης.» xyxy=(952,1169,1222,1226)
divider xyxy=(1254,519,1535,520)
price-row xyxy=(48,395,318,408)
price-row xyxy=(48,382,318,395)
article-text: * * Ἐπεσκέφθησαν χθὲς τὸν κ. Σκουλούδην ἐν τῷ Ὑπουργείῳ τῶν Ἐξωτερικῶν ὁ πρεσβευτὴς τῆς Ἰταλίας καὶ οἱ ἐπιτετραμμένοι Βελγίου καὶ Σερβίας. xyxy=(648,141,938,183)
price-row xyxy=(48,432,318,445)
article-text: «Ὁ σκοπὸς τῆς συγκλήσεως τῆς Βουλῆς εἶνε, ὡς ἀφορμὴν τῆς κυβερνήσεως διότι οὔτε ἐγώ, οὔτε οἱ συνάδελφοί μου ὑπουργοί, ἠθελήσαμεν νὰ ἀναλάβωμεν τὴν εὐθύνην τῆς ἀντιμετωπίσεως τῶν νομοθετικῶν ἀνάγκων.» xyxy=(952,423,1222,509)
security-price: 170.— xyxy=(283,382,316,394)
article-text: Μετ' ἀγωνίας ἀναμένεται τὸ ἀποτέλεσμα τῶν συνεννοήσεων ἐν Πετρουπόλει διατρίβοντος τοῦ Γάλλου ὑπουργοῦ ἐπὶ τῶν Ἐξωτερικῶν κ. Ἀνοτὼ μετὰ τοῦ κόμητος Μουραβιέφ διότι ἐκ τῶν συνεννοήσεων τούτων θὰ ἐξαρτηθῇ ἡ λύσις τοῦ ἑλληνοτουρκικοῦ ζητήματος. xyxy=(648,829,938,929)
headline: Η ΠΡΩΤΗ ΕΚΚΛΗΣΙΑ xyxy=(1285,1163,1504,1189)
column-rule xyxy=(945,108,946,2248)
headline: ΟΙΚΟΝΟΜΙΚΟΝ ΣΥΣΣΙΤΙΟΝ xyxy=(74,1446,292,1466)
